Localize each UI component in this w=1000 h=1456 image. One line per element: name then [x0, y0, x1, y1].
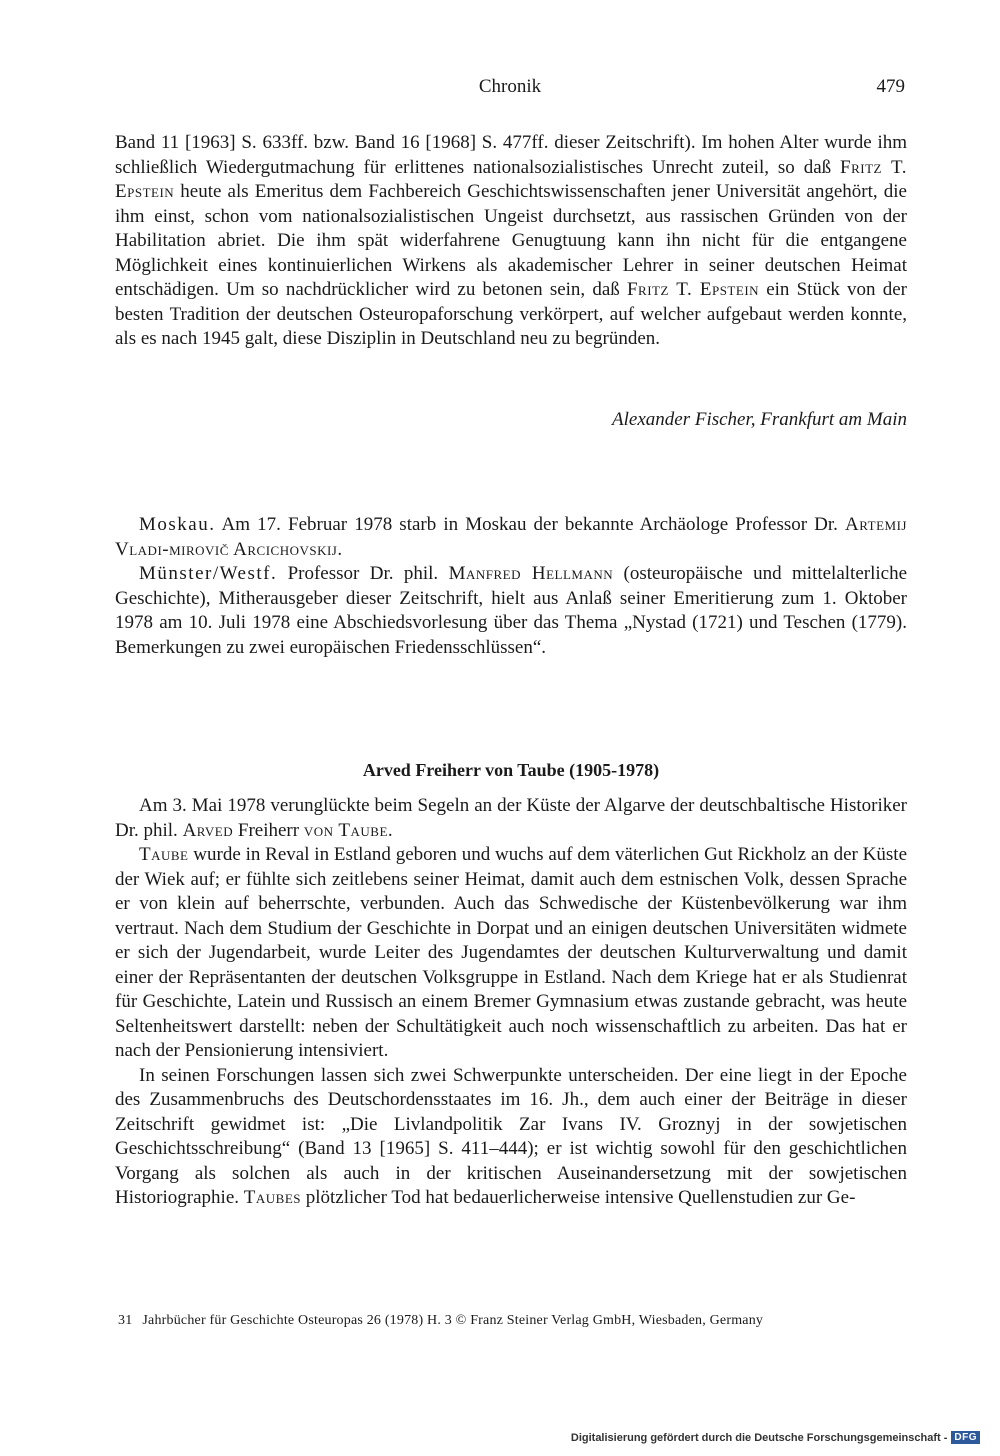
digitization-notice	[571, 1431, 980, 1444]
person-name: Artemij Vladi-mirovič Arcichovskij	[115, 514, 907, 560]
paragraph: Am 3. Mai 1978 verunglückte beim Segeln an der Küste der Algarve der deutschbaltische Historiker Dr. phil. Arved Freiherr von Taube.	[115, 795, 907, 841]
footnote-text: Jahrbücher für Geschichte Osteuropas 26 (1978) H. 3 © Franz Steiner Verlag GmbH, Wiesbaden, Germany	[142, 1313, 764, 1328]
running-title: Chronik	[478, 76, 542, 97]
signature-number: 31	[118, 1313, 133, 1328]
place-name: Moskau.	[139, 514, 216, 535]
person-name: Fritz T. Epstein	[626, 279, 760, 300]
page-number: 479	[876, 76, 905, 97]
digitization-text: Digitalisierung gefördert durch die Deutsche Forschungsgemeinschaft -	[570, 1431, 948, 1444]
paragraph: In seinen Forschungen lassen sich zwei Schwerpunkte unterscheiden. Der eine liegt in der Epoche des Zusammenbruchs des Deutschordensstaates im 16. Jh., dem auch einer der Beiträge in dieser Zeitschrift gewidmet ist: „Die Livlandpolitik Zar Ivans IV. Groznyj in der sowjetischen Geschichtsschreibung“ (Band 13 [1965] S. 411–444); er ist wichtig sowohl für den geschichtlichen Vorgang als solchen als auch in der kritischen Auseinandersetzung mit der sowjetischen Historiographie. Taubes plötzlicher Tod hat bedauerlicherweise intensive Quellenstudien zur Ge-	[115, 1064, 907, 1208]
place-name: Münster/Westf.	[139, 563, 278, 584]
publication-footnote	[118, 1313, 918, 1329]
person-name: Taube	[139, 844, 189, 865]
person-name: Arved	[182, 819, 234, 841]
paragraph: Taube wurde in Reval in Estland geboren und wuchs auf dem väterlichen Gut Rickholz an der Küste der Wiek auf; er fühlte sich zeitlebens seiner Heimat, damit auch dem estnischen Volk, dessen Sprache er von klein auf beherrschte, verbunden. Auch das Schwedische der Küstenbevölkerung war ihm vertraut. Nach dem Studium der Geschichte in Dorpat und an einigen deutschen Universitäten widmete er sich der Jugendarbeit, wurde Leiter des Jugendamtes der deutschen Kulturverwaltung und damit einer der Repräsentanten der deutschen Volksgruppe in Estland. Nach dem Kriege hat er als Studienrat für Geschichte, Latein und Russisch an einem Bremer Gymnasium etwas zustande gebracht, was heute Seltenheitswert darstellt: neben der Schultätigkeit auch noch wissenschaftlich zu arbeiten. Das hat er nach der Pensionierung intensiviert.	[115, 844, 907, 1061]
news-item-moskau: Moskau. Am 17. Februar 1978 starb in Moskau der bekannte Archäologe Professor Dr. Artemij Vladi-mirovič Arcichovskij.	[115, 514, 907, 560]
person-name: Manfred Hellmann	[448, 563, 614, 584]
person-name: von Taube	[303, 819, 388, 841]
taube-obituary	[115, 794, 907, 1211]
news-item-muenster: Münster/Westf. Professor Dr. phil. Manfred Hellmann (osteuropäische und mittelalterliche Geschichte), Mitherausgeber dieser Zeitschrift, hielt aus Anlaß seiner Emeritierung zum 1. Oktober 1978 am 10. Juli 1978 eine Abschiedsvorlesung über das Thema „Nystad (1721) und Teschen (1779). Bemerkungen zu zwei europäischen Friedensschlüssen“.	[115, 563, 908, 658]
page-header	[115, 76, 905, 102]
paragraph: Band 11 [1963] S. 633ff. bzw. Band 16 [1968] S. 477ff. dieser Zeitschrift). Im hohen Alter wurde ihm schließlich Wiedergutmachung für erlittenes nationalsozialistisches Unrecht zuteil, so daß Fritz T. Epstein heute als Emeritus dem Fachbereich Geschichtswissenschaften jener Universität angehört, die ihm einst, schon vom nationalsozialistischen Ungeist durchsetzt, aus rassischen Gründen von der Habilitation abriet. Die ihm spät widerfahrene Genugtuung kann ihn nicht für die entgangene Möglichkeit eines kontinuierlichen Wirkens als akademischer Lehrer in seiner deutschen Heimat entschädigen. Um so nachdrücklicher wird zu betonen sein, daß Fritz T. Epstein ein Stück von der besten Tradition der deutschen Osteuropaforschung verkörpert, auf welcher aufgebaut werden konnte, als es nach 1945 galt, diese Disziplin in Deutschland neu zu begründen.	[115, 132, 907, 349]
author-signature: Alexander Fischer, Frankfurt am Main	[612, 409, 907, 430]
news-section	[115, 513, 907, 660]
dfg-logo: DFG	[951, 1431, 980, 1444]
person-name: Taubes	[243, 1187, 301, 1208]
section-title: Arved Freiherr von Taube (1905-1978)	[362, 760, 660, 780]
person-name: Fritz T. Epstein	[115, 156, 907, 202]
epstein-obituary-continuation	[115, 131, 907, 352]
